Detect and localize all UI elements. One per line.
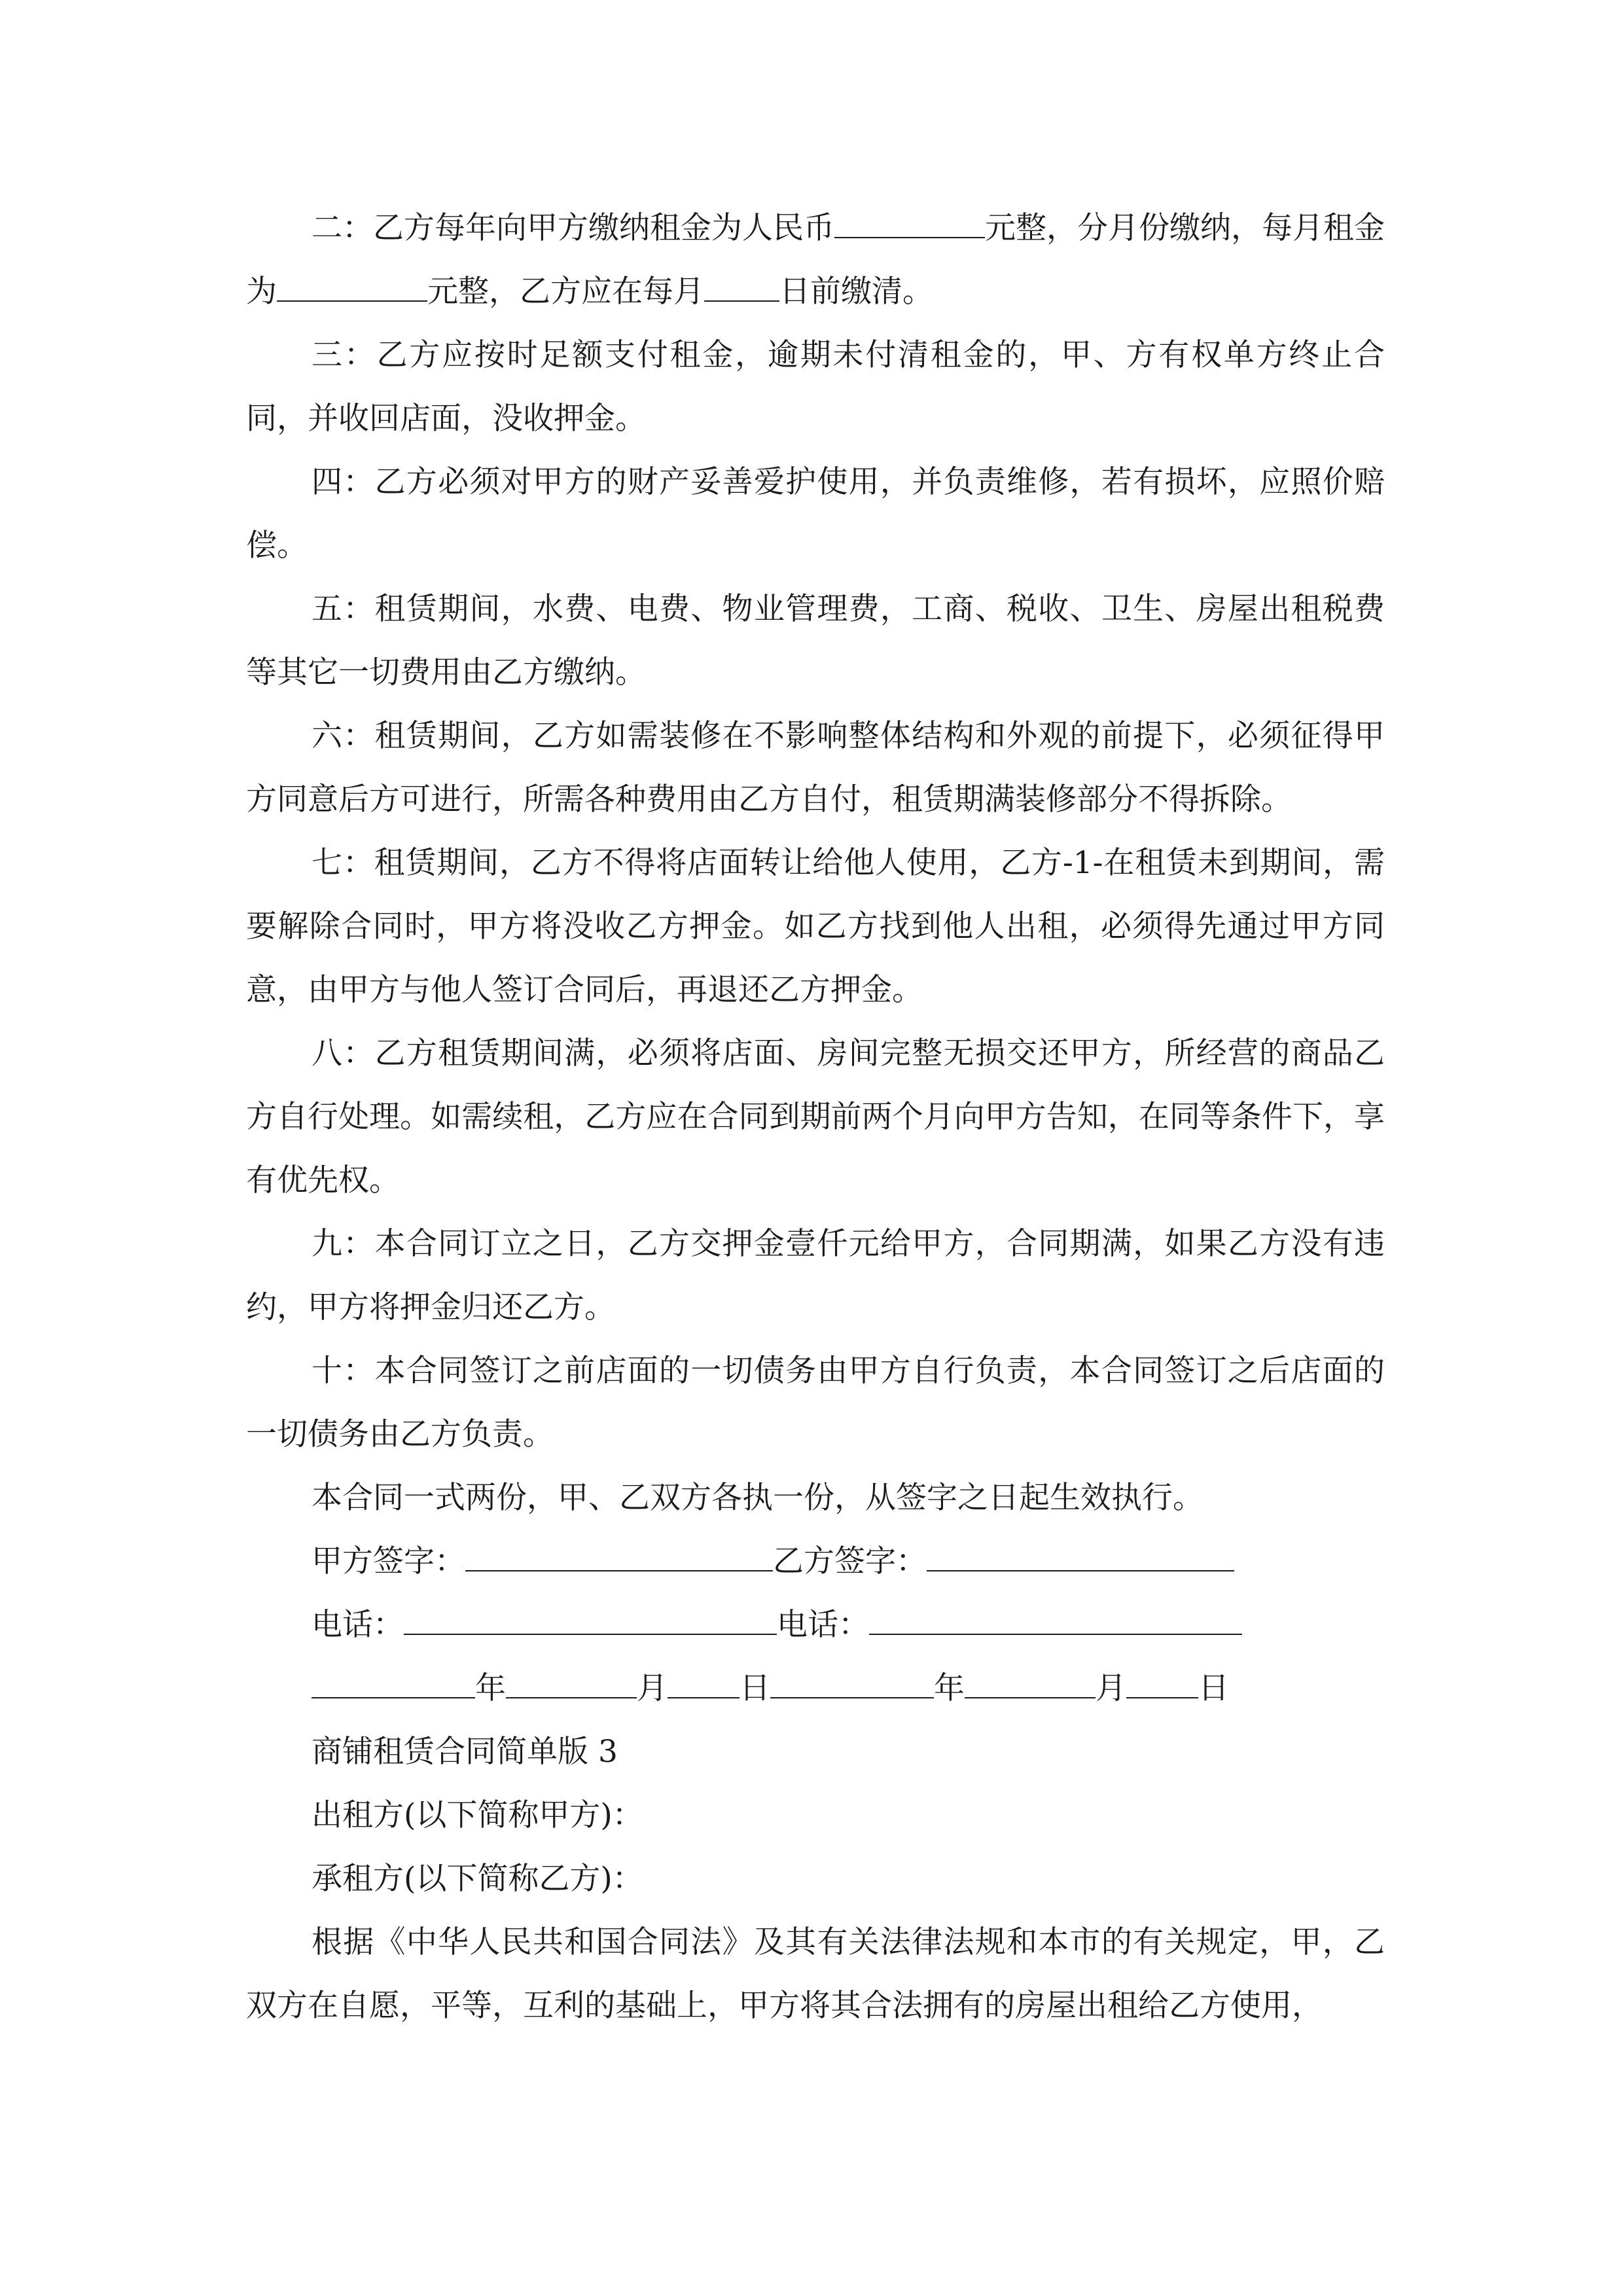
party-b-phone-label: 电话： <box>777 1607 869 1643</box>
party-a-day-blank[interactable] <box>668 1663 740 1698</box>
party-b-signature-blank[interactable] <box>927 1536 1234 1571</box>
clause-2: 二：乙方每年向甲方缴纳租金为人民币 元整，分月份缴纳，每月租金为 元整，乙方应在每月 日前缴清。 <box>246 196 1385 323</box>
rent-annual-blank[interactable] <box>834 203 985 238</box>
clause-8: 八：乙方租赁期间满，必须将店面、房间完整无损交还甲方，所经营的商品乙方自行处理。如需续租，乙方应在合同到期前两个月向甲方告知，在同等条件下，享有优先权。 <box>246 1035 1385 1198</box>
party-a-year-blank[interactable] <box>312 1663 475 1698</box>
party-a-month-blank[interactable] <box>506 1663 637 1698</box>
contract-3-title: 商铺租赁合同简单版 3 <box>312 1734 618 1770</box>
date-line: 年 月 日 年 月 日 <box>246 1657 1385 1720</box>
phone-line <box>246 1593 1385 1657</box>
rent-due-day-blank[interactable] <box>704 266 779 302</box>
party-a-sign-label: 甲方签字： <box>312 1543 465 1579</box>
lessee-line: 承租方(以下简称乙方)： <box>312 1861 643 1897</box>
clause-3: 三：乙方应按时足额支付租金，逾期未付清租金的，甲、方有权单方终止合同，并收回店面，没收押金。 <box>246 337 1385 437</box>
clause-7: 七：租赁期间，乙方不得将店面转让给他人使用，乙方-1-在租赁未到期间，需要解除合同时，甲方将没收乙方押金。如乙方找到他人出租，必须得先通过甲方同意，由甲方与他人签订合同后，再退还乙方押金。 <box>246 845 1385 1008</box>
lessor-line: 出租方(以下简称甲方)： <box>312 1797 643 1833</box>
party-b-sign-label: 乙方签字： <box>773 1543 927 1579</box>
signature-line <box>246 1530 1385 1593</box>
document-body <box>246 196 1385 2037</box>
party-a-signature-blank[interactable] <box>465 1536 773 1571</box>
clause-9: 九：本合同订立之日，乙方交押金壹仟元给甲方，合同期满，如果乙方没有违约，甲方将押金归还乙方。 <box>246 1226 1385 1325</box>
clause-4: 四：乙方必须对甲方的财产妥善爱护使用，并负责维修，若有损坏，应照价赔偿。 <box>246 464 1385 564</box>
clause-6: 六：租赁期间，乙方如需装修在不影响整体结构和外观的前提下，必须征得甲方同意后方可进行，所需各种费用由乙方自付，租赁期满装修部分不得拆除。 <box>246 718 1385 817</box>
party-a-phone-label: 电话： <box>312 1607 404 1643</box>
party-a-phone-blank[interactable] <box>404 1600 777 1635</box>
party-b-phone-blank[interactable] <box>869 1600 1242 1635</box>
clause-5: 五：租赁期间，水费、电费、物业管理费，工商、税收、卫生、房屋出租税费等其它一切费用由乙方缴纳。 <box>246 591 1385 691</box>
party-b-day-blank[interactable] <box>1126 1663 1198 1698</box>
rent-monthly-blank[interactable] <box>277 266 427 302</box>
copies-clause: 本合同一式两份，甲、乙双方各执一份，从签字之日起生效执行。 <box>312 1480 1204 1516</box>
clause-10: 十：本合同签订之前店面的一切债务由甲方自行负责，本合同签订之后店面的一切债务由乙方负责。 <box>246 1353 1385 1452</box>
party-b-month-blank[interactable] <box>965 1663 1096 1698</box>
party-b-year-blank[interactable] <box>770 1663 934 1698</box>
contract-3-intro: 根据《中华人民共和国合同法》及其有关法律法规和本市的有关规定，甲，乙双方在自愿，平等，互利的基础上，甲方将其合法拥有的房屋出租给乙方使用， <box>246 1924 1385 2024</box>
